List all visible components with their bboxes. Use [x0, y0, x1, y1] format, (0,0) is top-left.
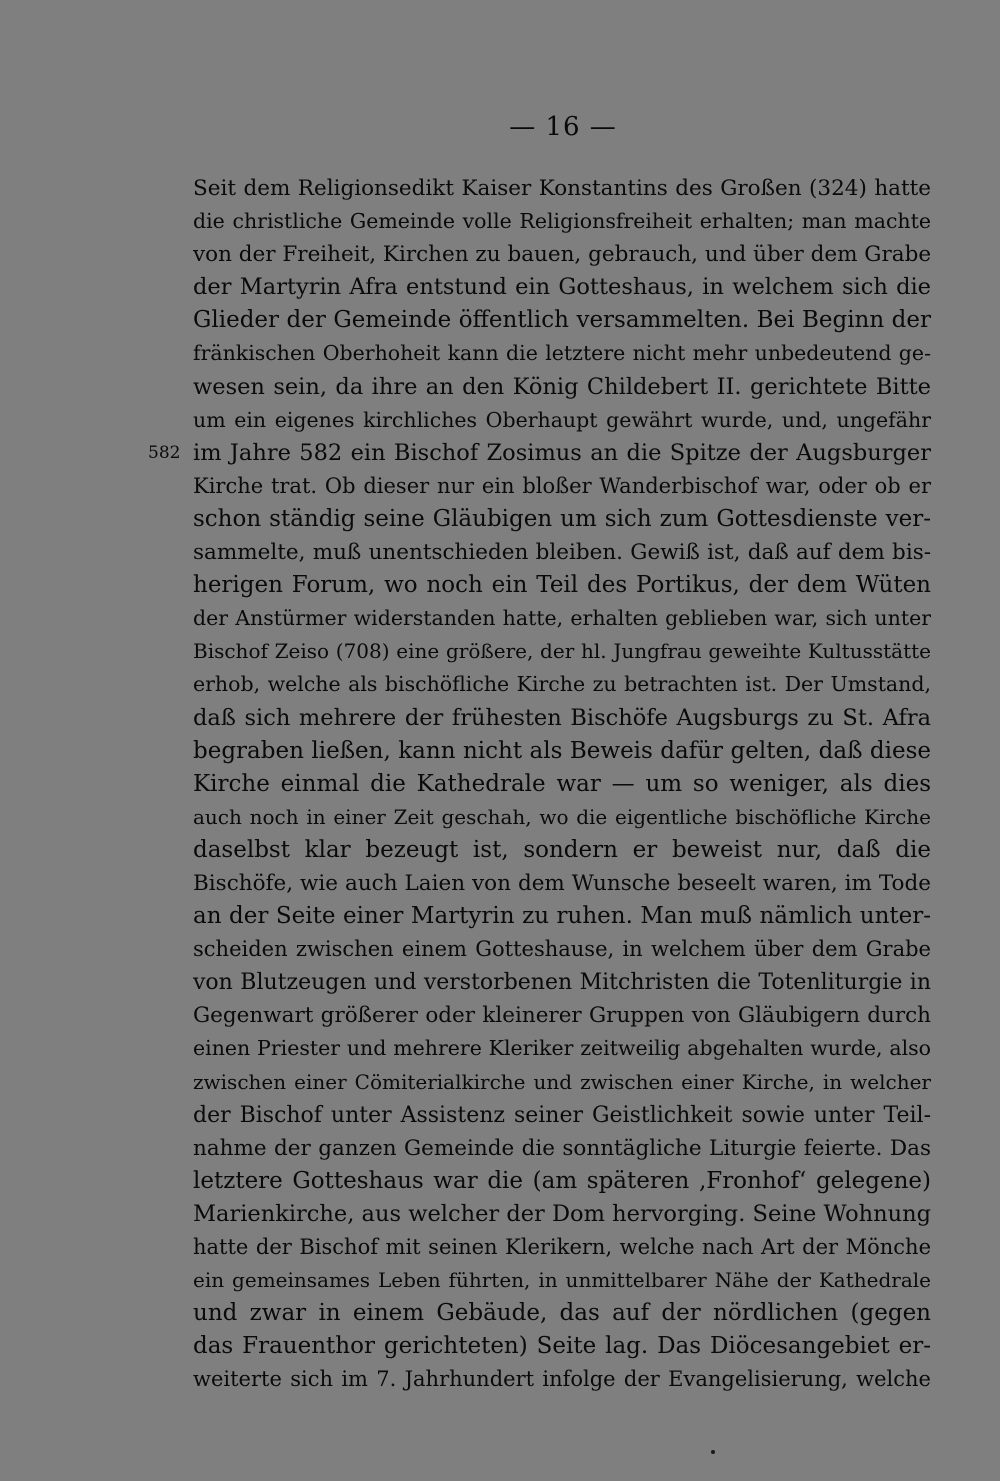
- text-line: erhob, welche als bischöfliche Kirche zu betrachten ist. Der Umstand,: [193, 672, 931, 697]
- text-line: Glieder der Gemeinde öffentlich versammelten. Bei Beginn der: [193, 307, 931, 334]
- text-line: Gegenwart größerer oder kleinerer Gruppen von Gläubigern durch: [193, 1003, 931, 1029]
- ink-speck: [711, 1450, 715, 1454]
- text-line: zwischen einer Cömiterialkirche und zwischen einer Kirche, in welcher: [193, 1069, 931, 1094]
- text-line: begraben ließen, kann nicht als Beweis dafür gelten, daß diese: [193, 737, 931, 764]
- text-line: sammelte, muß unentschieden bleiben. Gewiß ist, daß auf dem bis-: [193, 540, 931, 566]
- text-line: von Blutzeugen und verstorbenen Mitchristen die Totenliturgie in: [193, 970, 931, 996]
- text-line: der Bischof unter Assistenz seiner Geistlichkeit sowie unter Teil-: [193, 1102, 931, 1128]
- text-line: das Frauenthor gerichteten) Seite lag. Das Diöcesangebiet er-: [193, 1333, 931, 1360]
- text-line: Seit dem Religionsedikt Kaiser Konstantins des Großen (324) hatte: [193, 176, 931, 201]
- text-line: der Martyrin Afra entstund ein Gotteshaus, in welchem sich die: [193, 274, 931, 301]
- text-line: im Jahre 582 ein Bischof Zosimus an die Spitze der Augsburger: [193, 439, 931, 466]
- text-line: um ein eigenes kirchliches Oberhaupt gewährt wurde, und, ungefähr: [193, 407, 931, 432]
- page-number: — 16 —: [509, 112, 617, 142]
- text-line: die christliche Gemeinde volle Religionsfreiheit erhalten; man machte: [193, 209, 931, 234]
- body-text: [193, 172, 931, 1396]
- text-line: der Anstürmer widerstanden hatte, erhalten geblieben war, sich unter: [193, 606, 931, 631]
- text-line: daß sich mehrere der frühesten Bischöfe Augsburgs zu St. Afra: [193, 704, 931, 731]
- text-line: Bischof Zeiso (708) eine größere, der hl. Jungfrau geweihte Kultusstätte: [193, 639, 931, 664]
- text-line: hatte der Bischof mit seinen Klerikern, welche nach Art der Mönche: [193, 1235, 931, 1259]
- text-line: auch noch in einer Zeit geschah, wo die eigentliche bischöfliche Kirche: [193, 804, 931, 829]
- text-line: einen Priester und mehrere Kleriker zeitweilig abgehalten wurde, also: [193, 1036, 931, 1061]
- text-line: weiterte sich im 7. Jahrhundert infolge der Evangelisierung, welche: [193, 1367, 931, 1392]
- text-line: wesen sein, da ihre an den König Childebert II. gerichtete Bitte: [193, 373, 931, 400]
- text-line: und zwar in einem Gebäude, das auf der nördlichen (gegen: [193, 1300, 931, 1327]
- text-line: Kirche trat. Ob dieser nur ein bloßer Wanderbischof war, oder ob er: [193, 473, 931, 498]
- text-line: schon ständig seine Gläubigen um sich zum Gottesdienste ver-: [193, 505, 931, 532]
- text-line: letztere Gotteshaus war die (am späteren ‚Fronhof‘ gelegene): [193, 1167, 931, 1194]
- text-line: Kirche einmal die Kathedrale war — um so weniger, als dies: [193, 770, 931, 797]
- text-line: Marienkirche, aus welcher der Dom hervorging. Seine Wohnung: [193, 1200, 931, 1227]
- text-line: nahme der ganzen Gemeinde die sonntägliche Liturgie feierte. Das: [193, 1135, 931, 1161]
- text-line: daselbst klar bezeugt ist, sondern er beweist nur, daß die: [193, 836, 931, 863]
- margin-note-year: 582: [148, 443, 181, 463]
- text-line: Bischöfe, wie auch Laien von dem Wunsche beseelt waren, im Tode: [193, 870, 931, 896]
- text-line: herigen Forum, wo noch ein Teil des Portikus, der dem Wüten: [193, 572, 931, 599]
- text-line: von der Freiheit, Kirchen zu bauen, gebrauch, und über dem Grabe: [193, 242, 931, 268]
- text-line: ein gemeinsames Leben führten, in unmittelbarer Nähe der Kathedrale: [193, 1268, 931, 1293]
- text-line: scheiden zwischen einem Gotteshause, in welchem über dem Grabe: [193, 937, 931, 962]
- text-line: an der Seite einer Martyrin zu ruhen. Man muß nämlich unter-: [193, 903, 931, 930]
- text-line: fränkischen Oberhoheit kann die letztere nicht mehr unbedeutend ge-: [193, 341, 931, 366]
